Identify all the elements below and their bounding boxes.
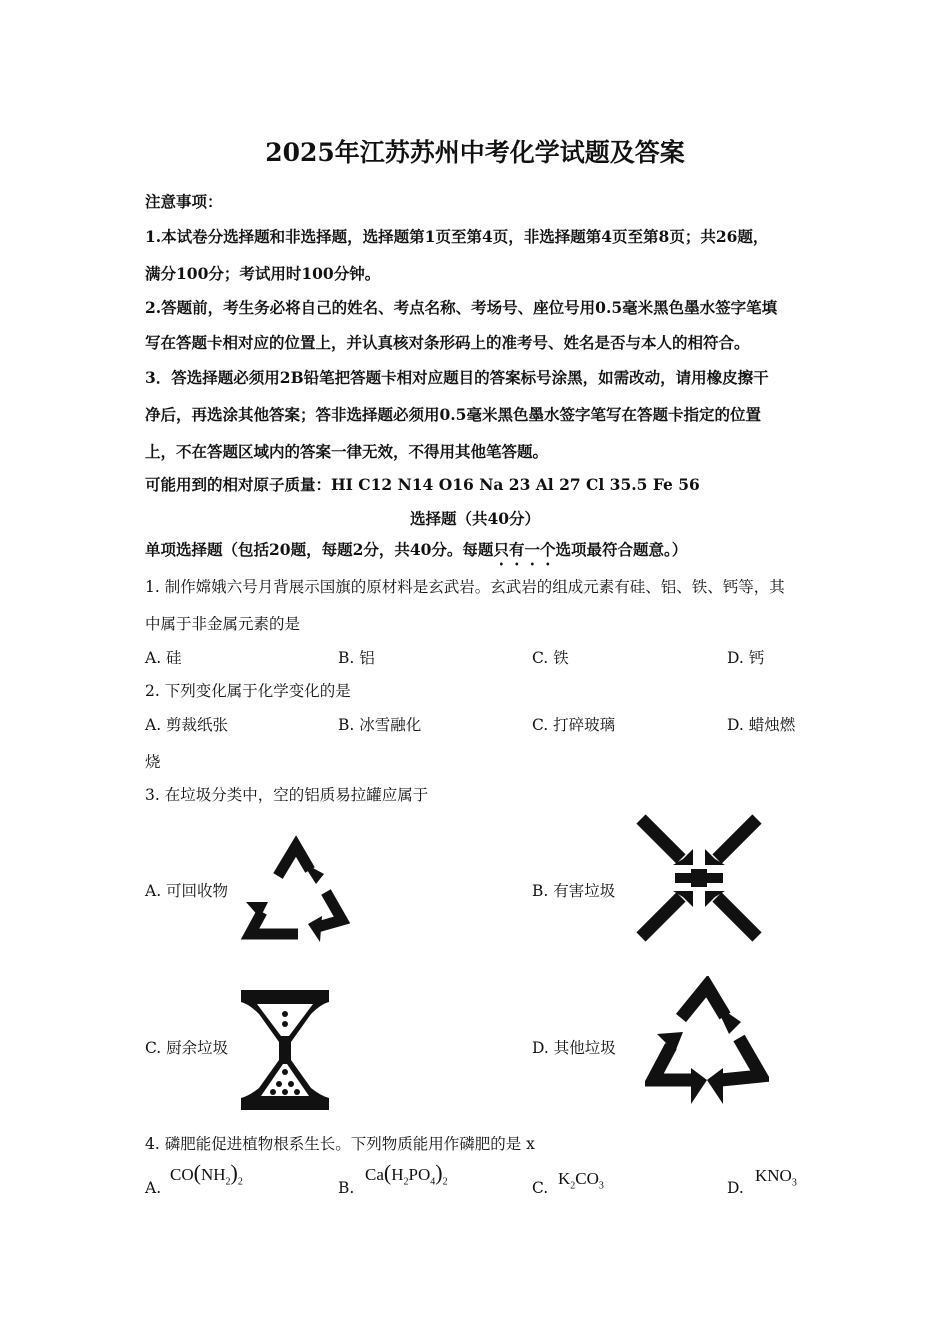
section-title: 选择题（共40分） xyxy=(409,509,541,528)
q2-option-d[interactable]: D. 蜡烛燃 xyxy=(727,716,796,734)
q4-option-d-formula[interactable] xyxy=(755,1166,797,1188)
q3-option-d[interactable]: D. 其他垃圾 xyxy=(532,1039,616,1057)
q4-option-c-formula[interactable] xyxy=(558,1169,604,1191)
instr-before: 单项选择题（包括20题，每题2分，共40分。每题 xyxy=(145,540,494,559)
subscript: 2 xyxy=(237,1176,243,1188)
notice-item3-line3: 上，不在答题区域内的答案一律无效，不得用其他笔答题。 xyxy=(145,442,549,461)
q3-stem: 3. 在垃圾分类中，空的铝质易拉罐应属于 xyxy=(145,786,429,804)
q1-stem-line2: 中属于非金属元素的是 xyxy=(145,615,301,633)
q4-option-a-label[interactable]: A. xyxy=(145,1179,162,1197)
q4-stem: 4. 磷肥能促进植物根系生长。下列物质能用作磷肥的是 x xyxy=(145,1135,535,1153)
notice-item2-line1: 2.答题前，考生务必将自己的姓名、考点名称、考场号、座位号用0.5毫米黑色墨水签字笔填 xyxy=(145,298,778,317)
q2-option-b[interactable]: B. 冰雪融化 xyxy=(338,716,422,734)
q3-option-a[interactable]: A. 可回收物 xyxy=(145,882,229,900)
subscript: 2 xyxy=(570,1180,576,1192)
q2-option-a[interactable]: A. 剪裁纸张 xyxy=(145,716,229,734)
q4-option-b-label[interactable]: B. xyxy=(338,1179,355,1197)
formula-part: Ca xyxy=(365,1165,384,1184)
q1-option-c[interactable]: C. 铁 xyxy=(532,649,569,667)
q1-option-b[interactable]: B. 铝 xyxy=(338,649,375,667)
instr-emphasis: 只有一个 xyxy=(493,540,556,559)
subscript: 3 xyxy=(598,1180,604,1192)
notice-item1-line2: 满分100分；考试用时100分钟。 xyxy=(145,264,381,283)
close-paren: ) xyxy=(435,1160,443,1185)
notice-heading: 注意事项： xyxy=(145,192,223,211)
formula-part: K xyxy=(558,1169,571,1188)
atomic-mass-line: 可能用到的相对原子质量：HI C12 N14 O16 Na 23 Al 27 Cl 35.5 Fe 56 xyxy=(145,475,700,494)
q3-option-c[interactable]: C. 厨余垃圾 xyxy=(145,1039,229,1057)
hourglass-icon xyxy=(239,988,331,1112)
open-paren: ( xyxy=(383,1160,392,1185)
section-instructions xyxy=(145,538,687,569)
hazardous-icon xyxy=(635,813,763,943)
q4-option-c-label[interactable]: C. xyxy=(532,1179,549,1197)
formula-part: CO xyxy=(170,1165,194,1184)
q2-option-c[interactable]: C. 打碎玻璃 xyxy=(532,716,616,734)
formula-part: KNO xyxy=(755,1166,792,1185)
q2-stem: 2. 下列变化属于化学变化的是 xyxy=(145,682,351,700)
other-waste-icon xyxy=(645,976,769,1112)
open-paren: ( xyxy=(193,1160,201,1185)
formula-part: PO xyxy=(408,1165,431,1184)
recycle-icon xyxy=(238,832,354,942)
q1-option-a[interactable]: A. 硅 xyxy=(145,649,182,667)
subscript: 3 xyxy=(791,1177,797,1189)
q4-option-a-formula[interactable] xyxy=(170,1160,243,1187)
formula-part: CO xyxy=(575,1169,599,1188)
subscript: 2 xyxy=(403,1176,409,1188)
notice-item3-line1: 3．答选择题必须用2B铅笔把答题卡相对应题目的答案标号涂黑，如需改动，请用橡皮擦干 xyxy=(145,368,769,387)
formula-part: H xyxy=(391,1165,404,1184)
formula-part: NH xyxy=(200,1165,226,1184)
subscript: 2 xyxy=(225,1176,231,1188)
q4-option-b-formula[interactable] xyxy=(365,1160,448,1187)
notice-item3-line2: 净后，再选涂其他答案；答非选择题必须用0.5毫米黑色墨水签字笔写在答题卡指定的位置 xyxy=(145,405,761,424)
q1-stem-line1: 1. 制作嫦娥六号月背展示国旗的原材料是玄武岩。玄武岩的组成元素有硅、铝、铁、钙等，其 xyxy=(145,578,785,596)
q3-option-b[interactable]: B. 有害垃圾 xyxy=(532,882,616,900)
notice-item1-line1: 1.本试卷分选择题和非选择题，选择题第1页至第4页，非选择题第4页至第8页；共26题， xyxy=(145,227,769,246)
close-paren: ) xyxy=(230,1160,238,1185)
subscript: 4 xyxy=(430,1176,436,1188)
notice-item2-line2: 写在答题卡相对应的位置上，并认真核对条形码上的准考号、姓名是否与本人的相符合。 xyxy=(145,333,750,352)
instr-after: 选项最符合题意。） xyxy=(555,540,688,559)
subscript: 2 xyxy=(442,1176,448,1188)
q4-option-d-label[interactable]: D. xyxy=(727,1179,744,1197)
q1-option-d[interactable]: D. 钙 xyxy=(727,649,765,667)
page-title: 2025年江苏苏州中考化学试题及答案 xyxy=(265,138,685,167)
q2-option-d-wrap: 烧 xyxy=(145,753,161,771)
